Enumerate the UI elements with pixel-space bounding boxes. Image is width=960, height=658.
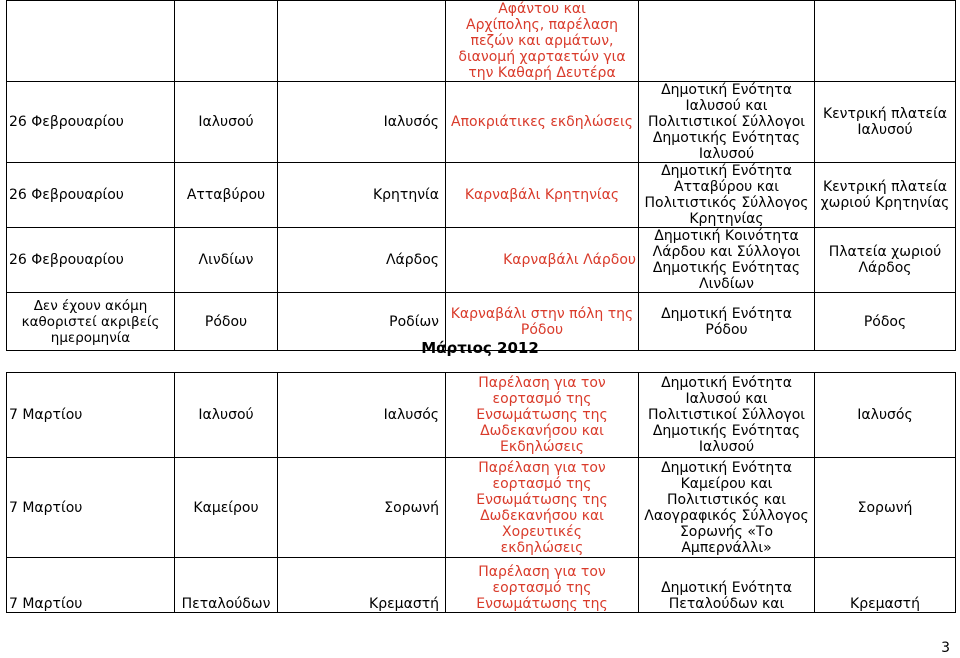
place-cell: Ιαλυσός [278,373,446,458]
organizers-cell: Δημοτική Κοινότητα Λάρδου και Σύλλογοι Δημοτικής Ενότητας Λινδίων [639,228,815,293]
date-cell: 26 Φεβρουαρίου [7,228,175,293]
place-cell: Λάρδος [278,228,446,293]
february-events-table [6,0,956,351]
event-cell: Αποκριάτικες εκδηλώσεις [446,82,639,163]
municipality-cell: Ρόδου [175,293,278,351]
municipality-cell: Ιαλυσού [175,82,278,163]
date-cell: 7 Μαρτίου [7,558,175,613]
municipality-cell: Λινδίων [175,228,278,293]
location-cell: Κεντρική πλατεία Ιαλυσού [815,82,956,163]
month-heading: Μάρτιος 2012 [421,339,539,357]
event-cell: Καρναβάλι Κρητηνίας [446,163,639,228]
table-row [7,558,956,613]
organizers-cell: Δημοτική Ενότητα Πεταλούδων και [639,558,815,613]
location-cell: Πλατεία χωριού Λάρδος [815,228,956,293]
date-cell: 7 Μαρτίου [7,458,175,558]
municipality-cell: Καμείρου [175,458,278,558]
date-cell: Δεν έχουν ακόμη καθοριστεί ακριβείς ημερομηνία [7,293,175,351]
location-cell: Κρεμαστή [815,558,956,613]
organizers-cell: Δημοτική Ενότητα Καμείρου και Πολιτιστικός και Λαογραφικός Σύλλογος Σορωνής «Το Αμπερνάλλι» [639,458,815,558]
organizers-cell: Δημοτική Ενότητα Ιαλυσού και Πολιτιστικοί Σύλλογοι Δημοτικής Ενότητας Ιαλυσού [639,82,815,163]
place-cell: Ιαλυσός [278,82,446,163]
event-cell: Παρέλαση για τον εορτασμό της Ενσωμάτωσης της Δωδεκανήσου και Εκδηλώσεις [446,373,639,458]
location-cell: Σορωνή [815,458,956,558]
event-cell: Παρέλαση για τον εορτασμό της Ενσωμάτωσης της Δωδεκανήσου και Χορευτικές εκδηλώσεις [446,458,639,558]
place-cell: Κρεμαστή [278,558,446,613]
organizers-cell: Δημοτική Ενότητα Ρόδου [639,293,815,351]
date-cell: 7 Μαρτίου [7,373,175,458]
page-number: 3 [941,640,950,656]
place-cell: Ροδίων [278,293,446,351]
municipality-cell: Ιαλυσού [175,373,278,458]
location-cell: Ρόδος [815,293,956,351]
table-row [7,163,956,228]
municipality-cell: Ατταβύρου [175,163,278,228]
date-cell: 26 Φεβρουαρίου [7,82,175,163]
place-cell: Σορωνή [278,458,446,558]
table-row [7,82,956,163]
table-row [7,228,956,293]
event-cell: Καρναβάλι Λάρδου [446,228,639,293]
date-cell: 26 Φεβρουαρίου [7,163,175,228]
table-row [7,458,956,558]
table-row [7,373,956,458]
location-cell: Κεντρική πλατεία χωριού Κρητηνίας [815,163,956,228]
place-cell: Κρητηνία [278,163,446,228]
organizers-cell: Δημοτική Ενότητα Ιαλυσού και Πολιτιστικοί Σύλλογοι Δημοτικής Ενότητας Ιαλυσού [639,373,815,458]
event-cell: Παρέλαση για τον εορτασμό της Ενσωμάτωσης της [446,558,639,613]
location-cell: Ιαλυσός [815,373,956,458]
event-cell: Καρναβάλι στην πόλη της Ρόδου [446,293,639,351]
municipality-cell: Πεταλούδων [175,558,278,613]
organizers-cell: Δημοτική Ενότητα Ατταβύρου και Πολιτιστικός Σύλλογος Κρητηνίας [639,163,815,228]
march-events-table [6,372,956,613]
top-fragment-cell: Αφάντου και Αρχίπολης, παρέλαση πεζών και αρμάτων, διανομή χαρταετών για την Καθαρή Δευτέρα [446,1,639,82]
